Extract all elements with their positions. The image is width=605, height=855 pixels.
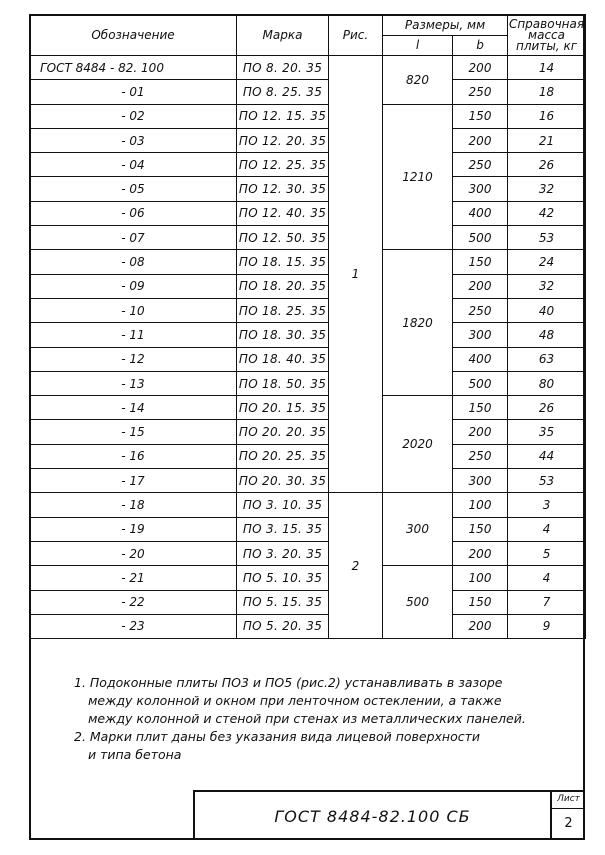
table-row [30,56,586,80]
header-massa-line2: масса [528,27,565,42]
row-oboznachenie: - 21 [30,566,237,590]
row-marka: ПО 18. 50. 35 [237,371,329,395]
title-block [193,790,585,840]
note-2-line-1: 2. Марки плит даны без указания вида лицевой поверхности [74,729,481,744]
row-b: 400 [453,201,508,225]
note-1-line-2: между колонной и окном при ленточном остеклении, а также [88,693,502,708]
row-oboznachenie: - 11 [30,323,237,347]
row-marka: ПО 8. 25. 35 [237,80,329,104]
row-mass: 32 [508,177,586,201]
row-b: 300 [453,469,508,493]
row-oboznachenie: - 14 [30,396,237,420]
document-code: ГОСТ 8484-82.100 СБ [274,806,471,826]
row-oboznachenie: - 20 [30,541,237,565]
row-b: 150 [453,590,508,614]
row-b: 200 [453,128,508,152]
row-marka: ПО 20. 15. 35 [237,396,329,420]
sheet-label: Лист [552,792,585,809]
ris-group-1: 1 [329,56,383,493]
header-massa-line3: плиты, кг [516,38,577,53]
row-b: 150 [453,104,508,128]
row-mass: 3 [508,493,586,517]
row-b: 300 [453,323,508,347]
row-mass: 44 [508,444,586,468]
table-row [30,541,586,565]
row-mass: 14 [508,56,586,80]
table-row [30,153,586,177]
row-mass: 24 [508,250,586,274]
row-mass: 35 [508,420,586,444]
row-oboznachenie: - 04 [30,153,237,177]
row-marka: ПО 5. 10. 35 [237,566,329,590]
notes [74,674,574,764]
row-b: 150 [453,517,508,541]
row-b: 200 [453,56,508,80]
l-group-1210: 1210 [383,104,453,250]
table-row [30,517,586,541]
row-marka: ПО 3. 10. 35 [237,493,329,517]
row-marka: ПО 18. 40. 35 [237,347,329,371]
table-row [30,226,586,250]
row-oboznachenie: - 08 [30,250,237,274]
l-group-1820: 1820 [383,250,453,396]
row-mass: 63 [508,347,586,371]
row-oboznachenie: - 03 [30,128,237,152]
row-mass: 32 [508,274,586,298]
row-oboznachenie: - 01 [30,80,237,104]
header-b: b [453,35,508,56]
row-mass: 26 [508,153,586,177]
row-marka: ПО 18. 15. 35 [237,250,329,274]
row-oboznachenie: ГОСТ 8484 - 82. 100 [30,56,237,80]
row-marka: ПО 12. 40. 35 [237,201,329,225]
table-row [30,614,586,638]
row-b: 150 [453,250,508,274]
table-row [30,420,586,444]
row-mass: 4 [508,517,586,541]
row-b: 200 [453,274,508,298]
row-b: 250 [453,153,508,177]
header-l: l [383,35,453,56]
header-ris: Рис. [329,15,383,56]
row-b: 500 [453,226,508,250]
header-oboznachenie: Обозначение [30,15,237,56]
row-oboznachenie: - 23 [30,614,237,638]
l-group-300: 300 [383,493,453,566]
row-marka: ПО 5. 15. 35 [237,590,329,614]
header-massa [508,15,586,56]
row-b: 150 [453,396,508,420]
header-marka: Марка [237,15,329,56]
row-marka: ПО 20. 20. 35 [237,420,329,444]
row-oboznachenie: - 10 [30,298,237,322]
note-1-line-3: между колонной и стеной при стенах из металлических панелей. [88,711,526,726]
row-b: 200 [453,420,508,444]
row-mass: 21 [508,128,586,152]
table-row [30,274,586,298]
row-b: 200 [453,614,508,638]
row-mass: 80 [508,371,586,395]
row-b: 200 [453,541,508,565]
table-row [30,590,586,614]
row-marka: ПО 12. 25. 35 [237,153,329,177]
row-oboznachenie: - 05 [30,177,237,201]
row-b: 250 [453,444,508,468]
row-marka: ПО 12. 50. 35 [237,226,329,250]
l-group-500: 500 [383,566,453,639]
row-marka: ПО 12. 20. 35 [237,128,329,152]
table-row [30,104,586,128]
table-row [30,250,586,274]
row-oboznachenie: - 13 [30,371,237,395]
row-mass: 40 [508,298,586,322]
row-b: 500 [453,371,508,395]
row-marka: ПО 3. 20. 35 [237,541,329,565]
row-mass: 18 [508,80,586,104]
row-oboznachenie: - 16 [30,444,237,468]
row-oboznachenie: - 18 [30,493,237,517]
row-mass: 9 [508,614,586,638]
table-row [30,298,586,322]
table-row [30,566,586,590]
specification-table [29,14,586,639]
table-row [30,493,586,517]
row-marka: ПО 12. 15. 35 [237,104,329,128]
row-b: 100 [453,566,508,590]
row-oboznachenie: - 22 [30,590,237,614]
row-marka: ПО 12. 30. 35 [237,177,329,201]
row-marka: ПО 3. 15. 35 [237,517,329,541]
row-b: 250 [453,80,508,104]
row-mass: 16 [508,104,586,128]
row-oboznachenie: - 19 [30,517,237,541]
row-oboznachenie: - 02 [30,104,237,128]
table-row [30,347,586,371]
note-1-line-1: 1. Подоконные плиты ПО3 и ПО5 (рис.2) устанавливать в зазоре [74,675,503,690]
table-row [30,80,586,104]
header-massa-line1: Справочная [508,16,585,31]
row-marka: ПО 18. 30. 35 [237,323,329,347]
header-razmery: Размеры, мм [383,15,508,36]
row-oboznachenie: - 15 [30,420,237,444]
row-mass: 53 [508,469,586,493]
row-oboznachenie: - 09 [30,274,237,298]
table-row [30,469,586,493]
row-mass: 7 [508,590,586,614]
row-oboznachenie: - 17 [30,469,237,493]
table-row [30,323,586,347]
row-oboznachenie: - 12 [30,347,237,371]
row-mass: 53 [508,226,586,250]
row-marka: ПО 18. 25. 35 [237,298,329,322]
row-marka: ПО 8. 20. 35 [237,56,329,80]
table-row [30,128,586,152]
row-mass: 42 [508,201,586,225]
row-mass: 26 [508,396,586,420]
sheet-number: 2 [564,816,573,831]
table-row [30,371,586,395]
table-row [30,444,586,468]
row-b: 300 [453,177,508,201]
table-row [30,201,586,225]
row-mass: 5 [508,541,586,565]
table-row [30,177,586,201]
row-b: 250 [453,298,508,322]
row-marka: ПО 20. 30. 35 [237,469,329,493]
row-b: 100 [453,493,508,517]
table-row [30,396,586,420]
l-group-820: 820 [383,56,453,105]
row-oboznachenie: - 06 [30,201,237,225]
row-b: 400 [453,347,508,371]
row-marka: ПО 18. 20. 35 [237,274,329,298]
sheet-box [550,792,585,840]
row-oboznachenie: - 07 [30,226,237,250]
row-mass: 48 [508,323,586,347]
row-marka: ПО 5. 20. 35 [237,614,329,638]
ris-group-2: 2 [329,493,383,639]
l-group-2020: 2020 [383,396,453,493]
row-marka: ПО 20. 25. 35 [237,444,329,468]
row-mass: 4 [508,566,586,590]
note-2-line-2: и типа бетона [88,747,182,762]
